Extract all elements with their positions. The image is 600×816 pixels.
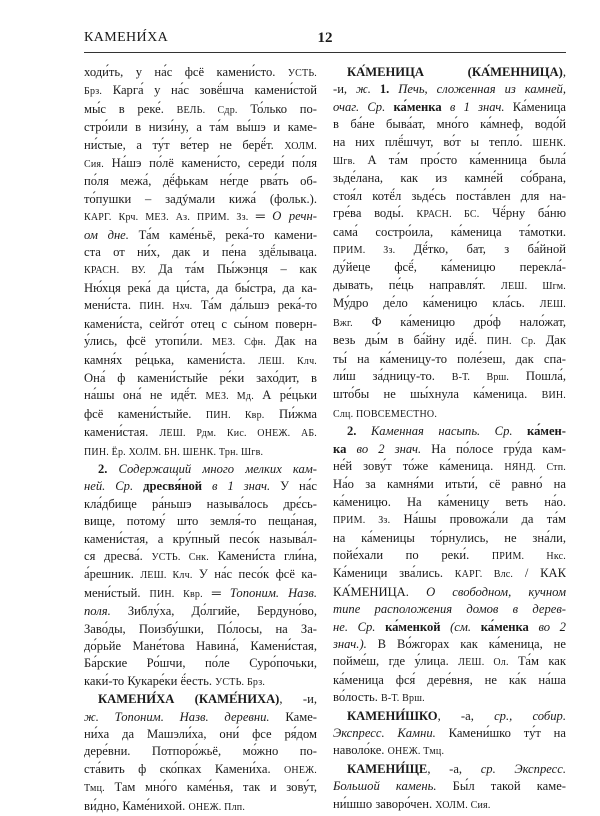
left-column-line [84, 208, 317, 226]
text-segment: ли́ш за́дницу-то. [333, 368, 452, 383]
text-segment: в ба́не быва́ат, мно́го ка́мнеф, водо́й [333, 117, 566, 132]
right-column-line [333, 277, 566, 295]
right-column-line [333, 689, 566, 707]
text-segment: ═ [248, 209, 273, 224]
text-segment: ка́менка [480, 619, 529, 634]
right-column-line [333, 547, 566, 565]
text-segment: Та́м каме́ньё, река́-то камени- [128, 227, 317, 242]
text-segment: у́лись, фсё утопи́ли. [84, 334, 212, 349]
text-segment: Дё́тко, бат, з ба́йной [395, 242, 566, 257]
right-column-line [333, 601, 566, 618]
text-segment: а́решник. [84, 567, 141, 582]
left-column-line [84, 261, 317, 279]
text-segment: дресвя́ной [143, 479, 203, 494]
right-column-line [333, 134, 566, 152]
text-segment: Бы́л такой каме- [436, 779, 566, 794]
right-column-line [333, 152, 566, 170]
left-column-line [84, 496, 317, 513]
text-segment: ПИН. Нхч. [139, 301, 193, 313]
text-segment: во 2 [528, 619, 566, 634]
text-segment: О свободном, кучном [426, 584, 566, 599]
right-column-line [333, 778, 566, 795]
right-column-line [333, 368, 566, 386]
text-segment: фсё камени́стыйе. [84, 406, 206, 421]
running-head [84, 30, 566, 50]
text-segment: на ка́меницы то́рнулись, не зна́ли, [333, 530, 566, 545]
text-segment: Пошла́, [509, 368, 566, 383]
text-segment: Шгв. [333, 156, 356, 168]
text-segment: каки́-то Кукаре́ки ё́есть. [84, 673, 216, 688]
text-segment: наволо́ке. [333, 743, 388, 758]
text-segment: 2. [98, 461, 119, 476]
text-segment: ви́дно, Каме́нихой. [84, 798, 189, 813]
text-segment: сама́ состро́ила, ка́меница та́мотки. [333, 224, 566, 239]
left-column-line [84, 478, 317, 495]
text-segment: Большой камень. [333, 779, 437, 794]
left-column-line [84, 227, 317, 244]
text-segment: ПИН. Квр. [205, 409, 265, 421]
text-segment: В-Т. Врш. [451, 371, 510, 383]
right-column-line [333, 761, 566, 778]
text-segment: ни́шшо заворо́чен. [333, 796, 436, 811]
text-segment: ду́йеце фсё́, ка́меницю перекла́- [333, 260, 566, 275]
text-segment: Содержащий много мелких кам- [118, 461, 317, 476]
right-column-line [333, 188, 566, 205]
right-column-line [333, 99, 566, 116]
text-segment: дывать, пе́ць направля́т. [333, 277, 501, 292]
text-segment: УСТЬ. [287, 68, 317, 79]
text-segment: КАМЕНИ́ХА (КАМЕ́НИХА) [98, 692, 280, 707]
text-segment: На́шы провожа́ли да та́м [390, 512, 566, 527]
text-segment: В-Т. Врш. [381, 693, 425, 705]
text-segment: КАМЕНИ́ЩЕ [347, 761, 428, 776]
text-segment: Карга́ у на́с зовё́шча камени́стой [102, 83, 317, 98]
text-segment: КАРГ. Влс. [454, 569, 514, 581]
right-column-line [333, 708, 566, 725]
text-segment: ЛЕШ. Шгм. [500, 280, 566, 292]
text-segment: Зиблу́ха, До́лгийе, Бердуно́во, [110, 604, 317, 619]
text-segment: Топоним. Назв. [229, 585, 317, 600]
right-column-line [333, 511, 566, 529]
text-segment: 2. [347, 424, 371, 439]
text-segment: ср., собир. [494, 708, 566, 723]
text-segment: ОНЕЖ. Плп. [188, 801, 246, 813]
text-segment: КРАСН. ВУ. [84, 265, 146, 277]
text-segment: КАМЕНИ́ШКО [347, 708, 438, 723]
text-segment: 1. [370, 82, 399, 97]
right-column-line [333, 725, 566, 742]
right-column-line [333, 295, 566, 313]
right-column-line [333, 241, 566, 259]
text-segment: ПРИМ. Зз. [333, 515, 391, 527]
right-column-line [333, 619, 566, 636]
text-segment: На́шэ по́лё камени́сто, середи́ по́ля [103, 156, 317, 171]
text-segment: -и, [333, 82, 357, 97]
right-column-line [333, 259, 566, 276]
right-column-line [333, 224, 566, 241]
text-segment: А ре́цьки [253, 388, 317, 403]
text-segment: гре́ва воды́. [333, 206, 417, 221]
text-segment: КРАСН. БС. [416, 209, 480, 221]
running-head-word: КАМЕНИ́ХА [84, 30, 169, 45]
text-segment: У на́с песо́к фсё ка- [192, 567, 317, 582]
text-segment: ка́мен- [527, 424, 566, 439]
text-segment: то́пушки – задýмали кижа́ (фольк.). [84, 191, 317, 206]
text-segment: Ка́меници зва́лись. [333, 566, 455, 581]
text-segment: Вжг. [333, 317, 353, 329]
text-segment: ходи́ть, у на́с фсё камени́сто. [84, 65, 288, 79]
text-segment: КАРГ. Крч. МЕЗ. Аз. ПРИМ. Зз. [84, 212, 249, 224]
text-segment: не́й зову́т то́же ка́меница. [333, 458, 505, 473]
text-segment: стоя́л котё́л зьде́сь поста́влен для на- [333, 188, 566, 203]
right-column-line [333, 81, 566, 98]
text-segment: ср. Экспресс. [480, 761, 566, 776]
text-segment: ШЕНК. [532, 137, 566, 149]
header-rule [84, 52, 566, 53]
left-column-line [84, 82, 317, 100]
text-segment: ЛЕШ. Рдм. Кис. ОНЕЖ. АБ. [159, 428, 317, 440]
left-column-line [84, 387, 317, 405]
left-column-line [84, 352, 317, 370]
left-column-line [84, 761, 317, 779]
left-column-line [84, 101, 317, 119]
left-column-line [84, 638, 317, 655]
text-segment: Печь, сложенная из камней, [398, 82, 566, 97]
text-segment: на них плё́шчут, во́т ы тепло́. [333, 134, 533, 149]
text-segment: во 2 знач. [346, 441, 422, 456]
left-column-line [84, 443, 317, 461]
left-column-line [84, 191, 317, 208]
text-segment: О речн- [272, 209, 317, 224]
left-column-line [84, 743, 317, 760]
text-segment: вище, потому́ што земля́-то пеща́ная, [84, 514, 317, 529]
text-segment: НЯНД. Стп. [504, 461, 566, 473]
text-segment: ПРИМ. Зз. [333, 245, 396, 257]
text-segment: УСТЬ. Снк. [151, 551, 209, 563]
text-segment: камени́стая, а кру́пный песо́к называ́л- [84, 531, 317, 546]
text-segment: до́рьйе Мане́това Навина́, Камени́стая, [84, 639, 317, 653]
text-segment: Брз. [84, 86, 103, 98]
left-column-line [84, 691, 317, 708]
left-column-line [84, 673, 317, 691]
text-segment: ка́меницю. На ка́меницу веть на́о. [333, 494, 566, 509]
text-segment: На по́лосе гру́да кам- [421, 441, 566, 456]
text-segment: мени́ста. [84, 298, 140, 313]
text-segment: поля. [84, 604, 111, 619]
left-column-line [84, 798, 317, 816]
text-segment: ты́ на ка́меницу-то поле́зеш, дак спа- [333, 351, 566, 366]
text-segment: ОНЕЖ. [283, 764, 317, 776]
text-segment: знач.). [333, 637, 367, 651]
left-column-line [84, 173, 317, 190]
text-segment: Ка́меница [504, 99, 566, 114]
text-segment: УСТЬ. Брз. [215, 676, 266, 688]
right-column-line [333, 64, 566, 81]
text-segment: Заво́ды, Поизбу́шки, По́лосы, на За- [84, 621, 317, 636]
text-segment: Му́дро де́ло ка́меницю кла́сь. [333, 296, 540, 311]
text-segment: во́лость. [333, 690, 382, 705]
text-segment: ней. Ср. [84, 479, 144, 494]
left-column-line [84, 621, 317, 638]
left-column-line [84, 137, 317, 155]
left-column-line [84, 603, 317, 620]
left-column-line [84, 280, 317, 297]
text-segment: ПИН. Ёр. ХОЛМ. БН. ШЕНК. Трн. Шгв. [84, 446, 264, 458]
right-column-line [333, 423, 566, 440]
text-segment: МЕЗ. Сфн. [211, 337, 266, 349]
right-column-line [333, 742, 566, 760]
text-segment: ХОЛМ. [284, 140, 317, 152]
text-segment: Ф ка́меницю дро́ф нало́жат, [352, 314, 566, 329]
text-segment: ПИН. Квр. [149, 588, 203, 600]
text-segment: ни́ха да Машэли́ха, они́ фсе ря́дом [84, 727, 317, 742]
text-segment: пойме́ш, где у́лица. [333, 654, 459, 669]
right-column-line [333, 441, 566, 458]
left-column-line [84, 424, 317, 442]
left-column-line [84, 64, 317, 82]
text-segment: , -а, [427, 761, 481, 776]
text-segment: дере́вни. Потпоро́жьё, мо́жно по- [84, 744, 317, 759]
text-segment: ═ [202, 585, 230, 600]
left-column-line [84, 726, 317, 743]
right-column-line [333, 584, 566, 601]
text-segment: ЛЕШ. Ол. [458, 657, 509, 669]
text-segment: камня́х ре́цька, камени́ста. [84, 352, 259, 367]
text-segment: не. Ср. [333, 619, 386, 634]
text-segment: ЛЕШ. [539, 299, 566, 311]
text-segment: ка́меница фся́ дере́вня, не ка́к на́ша [333, 672, 566, 687]
text-segment: ХОЛМ. Сия. [435, 799, 491, 811]
right-column-line [333, 314, 566, 332]
text-segment: Экспресс. Камни. [333, 726, 436, 741]
right-column-line [333, 494, 566, 511]
text-segment: КА́МЕНИЦА. [333, 584, 427, 599]
text-segment: , -и, [279, 692, 317, 707]
text-segment: камени́ста, сейго́т отец с сы́ном поверн- [84, 316, 317, 331]
text-segment: ЛЕШ. Клч. [258, 355, 317, 367]
text-segment: зьде́лана, как из камне́й со́брана, [333, 171, 566, 186]
text-segment: стро́или в низи́ну, а та́м вы́шэ и каме- [84, 120, 317, 135]
text-segment: ВИН. [541, 390, 566, 402]
left-column-line [84, 244, 317, 261]
left-column-line [84, 155, 317, 173]
left-column-line [84, 548, 317, 566]
text-segment: А та́м про́сто ка́менница была́ [355, 153, 566, 168]
right-column-line [333, 386, 566, 404]
text-segment: ПИН. Ср. [486, 336, 536, 348]
text-segment: МЕЗ. Мд. [205, 391, 254, 403]
right-column-line [333, 565, 566, 583]
text-segment: што́бы не шы́хнула ка́меница. [333, 387, 542, 402]
right-column-line [333, 405, 566, 423]
right-column-line [333, 170, 566, 187]
right-column-line [333, 636, 566, 653]
text-segment: Она́ ф камени́стыйе ре́ки захо́дит, в [84, 370, 317, 385]
right-column-line [333, 530, 566, 547]
left-column-line [84, 709, 317, 726]
text-segment: Да та́м Пы́жэнця – как [145, 262, 317, 277]
text-segment: ка́менка [393, 99, 442, 114]
right-column-line [333, 796, 566, 814]
text-segment: Та́м да́льшэ река́-то [192, 298, 317, 313]
text-segment: в 1 знач. [441, 99, 505, 114]
text-segment: ста́вить ф ско́пках Камени́ха. [84, 761, 284, 776]
text-segment: Дак [535, 333, 566, 348]
left-column-line [84, 370, 317, 387]
text-segment: Та́м как [508, 654, 566, 669]
left-column-line [84, 531, 317, 548]
text-segment: Камени́шко ту́т на [435, 726, 566, 741]
right-column [333, 64, 566, 814]
text-segment: То́лько по- [237, 101, 317, 116]
text-segment: , [562, 65, 566, 79]
text-segment: Чё́рну ба́ню [479, 206, 566, 221]
text-segment: , -а, [437, 708, 495, 723]
text-segment: по́ля межа́, дё́фькам не́где рва́ть об- [84, 174, 317, 189]
text-segment: Ню́хця река́ да ци́ста, да бы́стра, да ка- [84, 280, 317, 295]
text-segment: Слц. ПОВСЕМЕСТНО. [333, 408, 438, 420]
page-number: 12 [317, 30, 333, 46]
text-segment: / КАК [513, 566, 566, 581]
text-segment: Тмц. [84, 783, 105, 795]
text-segment: Там мно́го каме́нья, так и зову́т, [104, 780, 317, 795]
text-segment: очаг. Ср. [333, 99, 394, 114]
text-segment: Каме- [269, 709, 317, 724]
text-segment: Камени́ста гли́на, [208, 548, 317, 563]
right-column-line [333, 672, 566, 689]
left-column [84, 64, 317, 816]
text-segment: ни́стые, а ту́т ве́тер не берё́т. [84, 137, 285, 152]
right-column-line [333, 476, 566, 493]
right-column-line [333, 653, 566, 671]
right-column-line [333, 116, 566, 133]
left-column-line [84, 297, 317, 315]
text-segment: ж. Топоним. Назв. деревни. [84, 709, 270, 724]
text-segment: камени́стая. [84, 425, 160, 440]
text-segment: Каменная насыпь. Ср. [370, 424, 528, 439]
text-segment: КА́МЕНИЦА (КА́МЕННИЦА) [347, 65, 563, 79]
left-column-line [84, 566, 317, 584]
text-segment: ся дресва́. [84, 548, 152, 563]
text-segment: пойе́хали по реки́. [333, 547, 492, 562]
text-segment: ж. [356, 82, 371, 97]
text-segment: типе расположения домов в дерев- [333, 602, 566, 617]
text-segment: ПРИМ. Нкс. [491, 550, 566, 562]
text-segment: кла́дбище ра́ньшэ называ́лось дрє́сь- [84, 496, 317, 511]
text-segment: ста от ни́х, дак и пе́на здё́лываца. [84, 245, 317, 260]
text-segment: В Во́жгорах как ка́меница, не [366, 637, 566, 651]
text-segment: мени́стый. [84, 585, 150, 600]
text-segment: ЛЕШ. Клч. [140, 570, 193, 582]
text-segment: везь ды́м в ба́йну идё́. [333, 333, 487, 348]
left-column-line [84, 119, 317, 136]
text-segment: Пи́жма [264, 406, 317, 421]
text-segment: ВЕЛЬ. Сдр. [176, 104, 238, 116]
left-column-line [84, 333, 317, 351]
left-column-line [84, 461, 317, 478]
right-column-line [333, 332, 566, 350]
right-column-line [333, 205, 566, 223]
right-column-line [333, 351, 566, 368]
left-column-line [84, 316, 317, 333]
left-column-line [84, 655, 317, 672]
text-segment: (см. [440, 619, 481, 634]
text-segment: Ба́рские Ро́шчи, по́ле Суро́почьки, [84, 656, 317, 671]
text-segment: ОНЕЖ. Тмц. [387, 746, 445, 758]
left-column-line [84, 585, 317, 603]
text-segment: На́о за камня́ми итьти́, сё равно́ на [333, 477, 566, 492]
text-segment: мы́с в реке́. [84, 101, 177, 116]
right-column-line [333, 458, 566, 476]
text-segment: в 1 знач. [202, 479, 271, 494]
left-column-line [84, 406, 317, 424]
text-segment: У на́с [270, 479, 317, 494]
left-column-line [84, 513, 317, 530]
text-segment: ка́менкой [385, 619, 441, 634]
text-segment: ка [333, 441, 347, 456]
text-segment: на́шы она́ не идё́т. [84, 388, 206, 403]
text-segment: ом дне. [84, 227, 129, 242]
text-segment: Дак на [265, 334, 317, 349]
text-segment: Сия. [84, 159, 104, 171]
left-column-line [84, 779, 317, 797]
